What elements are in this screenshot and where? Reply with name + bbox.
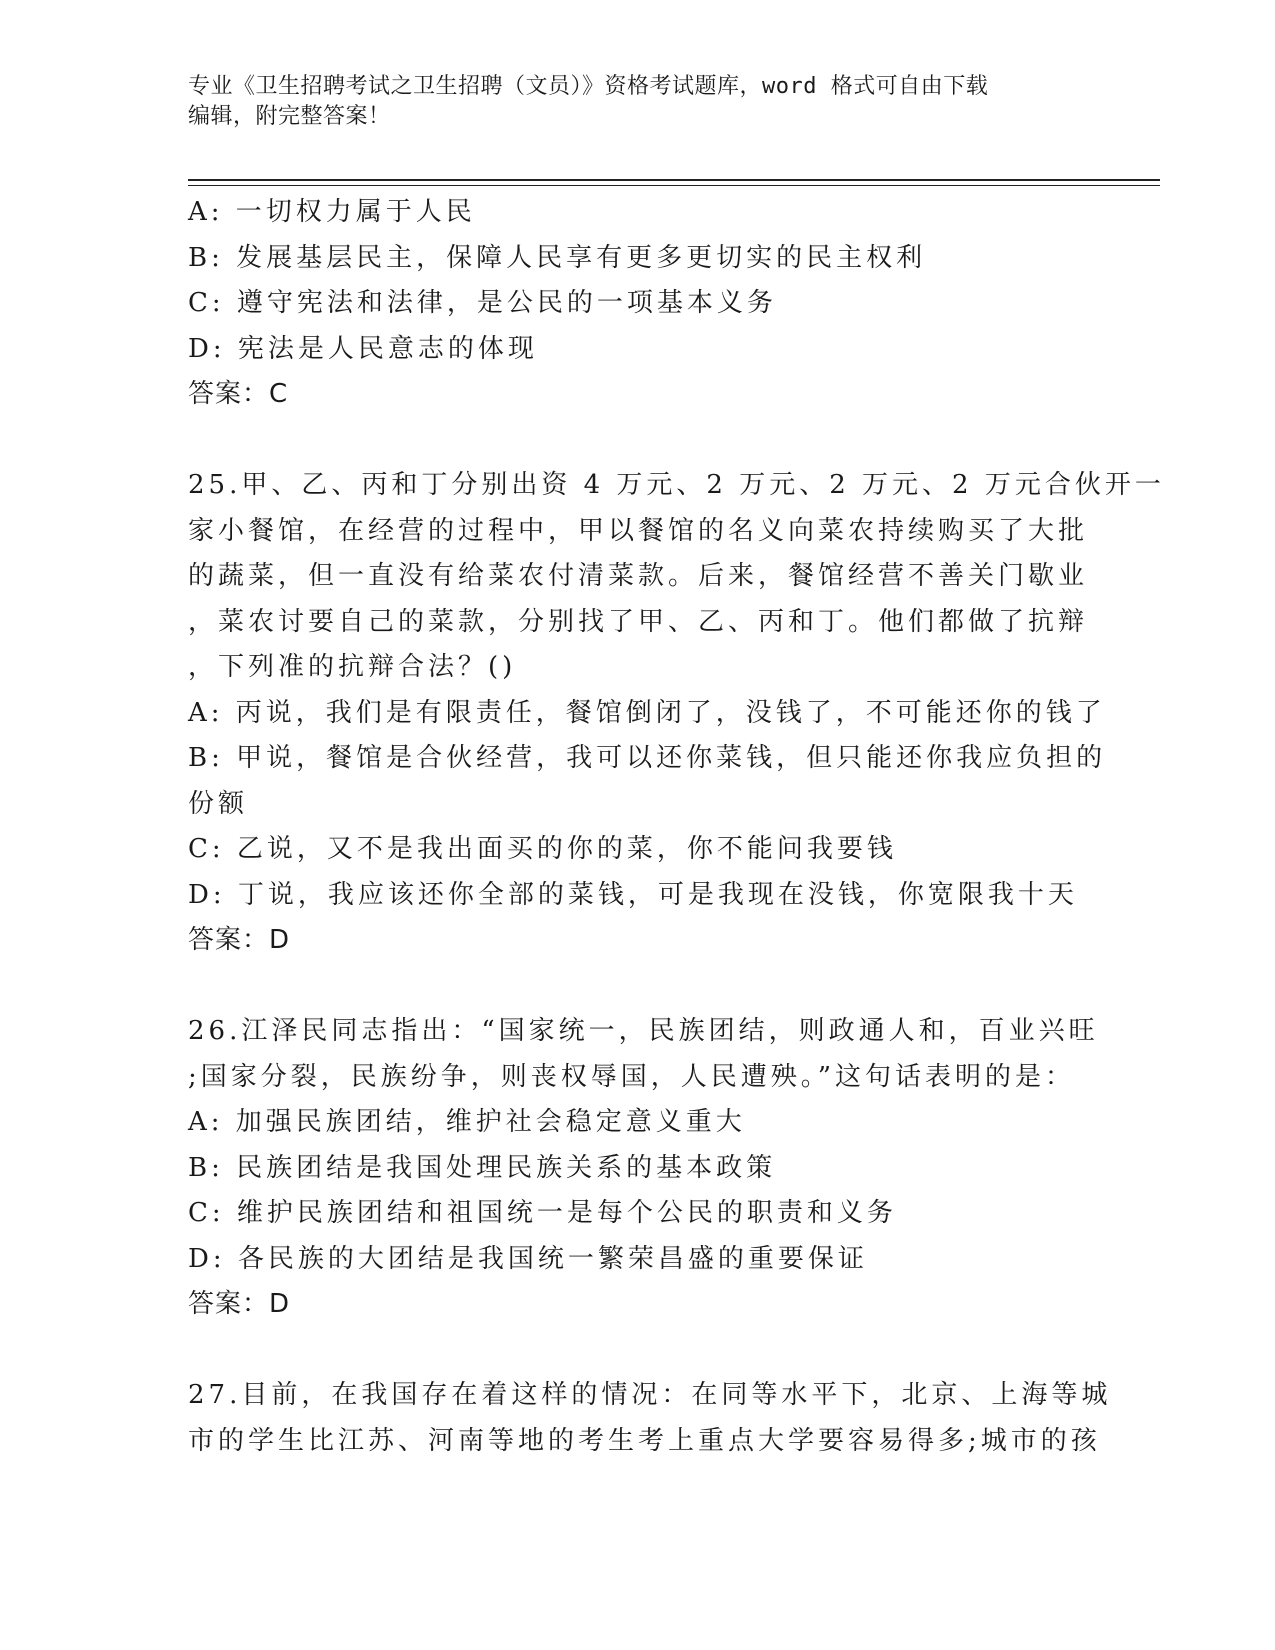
header-line-2: 编辑，附完整答案！ — [188, 104, 391, 129]
stem-line: 27.目前，在我国存在着这样的情况：在同等水平下，北京、上海等城 — [188, 1380, 1112, 1410]
option-c: C: 维护民族团结和祖国统一是每个公民的职责和义务 — [188, 1198, 897, 1228]
question-26-stem — [188, 1009, 1099, 1100]
option-b: B: 民族团结是我国处理民族关系的基本政策 — [188, 1152, 777, 1183]
option-d: D: 各民族的大团结是我国统一繁荣昌盛的重要保证 — [188, 1243, 868, 1274]
spacer — [188, 418, 1088, 464]
option-b: B: 甲说，餐馆是合伙经营，我可以还你菜钱，但只能还你我应负担的 — [188, 743, 1107, 773]
option-b-continued: 份额 — [188, 788, 249, 819]
stem-line: 的蔬菜，但一直没有给菜农付清菜款。后来，餐馆经营不善关门歇业 — [188, 561, 1089, 591]
spacer — [188, 1328, 1088, 1374]
question-25-stem — [188, 463, 1165, 691]
option-d: D: 丁说，我应该还你全部的菜钱，可是我现在没钱，你宽限我十天 — [188, 879, 1078, 910]
option-b: B: 发展基层民主，保障人民享有更多更切实的民主权利 — [188, 242, 927, 273]
question-24-answer: 答案：C — [188, 379, 289, 409]
question-25-answer: 答案：D — [188, 925, 291, 955]
header-rule-thin — [188, 185, 1160, 186]
option-a: A: 丙说，我们是有限责任，餐馆倒闭了，没钱了，不可能还你的钱了 — [188, 697, 1106, 728]
stem-line: 26.江泽民同志指出：“国家统一，民族团结，则政通人和，百业兴旺 — [188, 1016, 1099, 1046]
stem-line: 25.甲、乙、丙和丁分别出资 4 万元、2 万元、2 万元、2 万元合伙开一 — [188, 470, 1165, 500]
option-a: A: 加强民族团结，维护社会稳定意义重大 — [188, 1107, 746, 1137]
option-a: A: 一切权力属于人民 — [188, 197, 476, 227]
question-26-answer: 答案：D — [188, 1289, 291, 1319]
document-header — [188, 72, 1088, 132]
question-25-options — [188, 691, 1107, 919]
stem-line: 市的学生比江苏、河南等地的考生考上重点大学要容易得多;城市的孩 — [188, 1425, 1101, 1456]
option-c: C: 遵守宪法和法律，是公民的一项基本义务 — [188, 288, 777, 318]
question-26-options — [188, 1100, 1088, 1282]
option-c: C: 乙说，又不是我出面买的你的菜，你不能问我要钱 — [188, 834, 897, 864]
spacer — [188, 964, 1088, 1010]
header-line-1: 专业《卫生招聘考试之卫生招聘（文员）》资格考试题库，word 格式可自由下载 — [188, 74, 989, 99]
question-24-options — [188, 190, 1088, 372]
header-rule-thick — [188, 179, 1160, 181]
stem-line: ，下列准的抗辩合法？() — [188, 652, 517, 682]
stem-line: ，菜农讨要自己的菜款，分别找了甲、乙、丙和丁。他们都做了抗辩 — [188, 606, 1089, 637]
question-27-stem — [188, 1373, 1112, 1464]
stem-line: ;国家分裂，民族纷争，则丧权辱国，人民遭殃。”这句话表明的是： — [188, 1061, 1076, 1092]
document-body — [188, 190, 1165, 1464]
option-d: D: 宪法是人民意志的体现 — [188, 333, 538, 364]
stem-line: 家小餐馆，在经营的过程中，甲以餐馆的名义向菜农持续购买了大批 — [188, 515, 1089, 546]
